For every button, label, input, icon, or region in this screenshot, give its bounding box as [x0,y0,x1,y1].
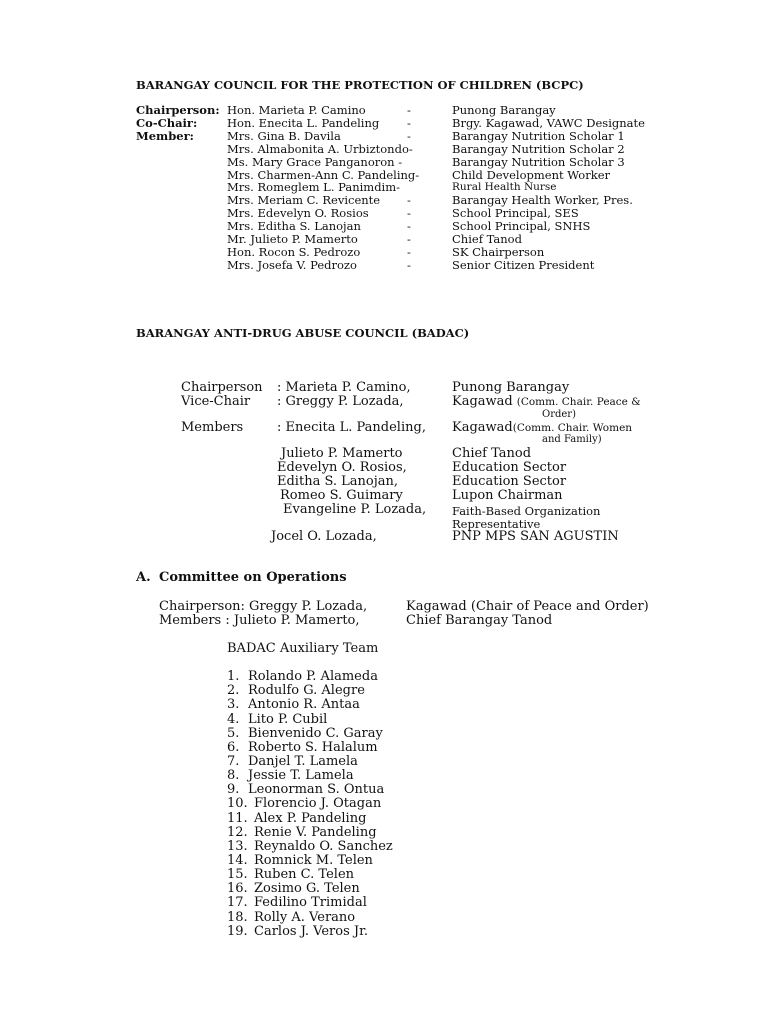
aux-team-member: Roberto S. Halalum [248,739,378,755]
aux-team-number: 3. [227,697,240,713]
bcpc-member-position: Senior Citizen President [452,257,595,272]
badac-member-name: Edevelyn O. Rosios, [277,460,407,475]
bcpc-member-label: Member: [136,129,194,143]
bcpc-member-name: Mrs. Edevelyn O. Rosios [227,206,369,221]
bcpc-member-position: Rural Health Nurse [452,181,557,194]
aux-team-member: Alex P. Pandeling [254,810,367,826]
aux-team-number: 19. [227,923,248,939]
badac-vice-name: : Greggy P. Lozada, [277,394,404,409]
aux-team-number: 4. [227,711,240,727]
operations-chair-position: Kagawad (Chair of Peace and Order) [406,599,649,614]
badac-vice-position: Kagawad (Comm. Chair. Peace & [452,394,641,409]
badac-chair-label: Chairperson [181,380,263,395]
badac-member-name: Julieto P. Mamerto [281,446,403,461]
bcpc-member-name: Mrs. Josefa V. Pedrozo [227,257,357,272]
operations-letter: A. [136,570,151,585]
aux-team-member: Rolly A. Verano [254,909,356,925]
badac-chair-position: Punong Barangay [452,380,570,395]
bcpc-dash: - [407,193,411,208]
operations-chair: Chairperson: Greggy P. Lozada, [159,599,368,614]
bcpc-member-name: Mrs. Charmen-Ann C. Pandeling- [227,167,420,182]
aux-team-member: Lito P. Cubil [248,711,328,727]
bcpc-member-position: School Principal, SES [452,206,579,221]
badac-member-1-note-cont: and Family) [542,434,602,445]
bcpc-member-position: SK Chairperson [452,244,545,259]
badac-member-position: Chief Tanod [452,446,532,461]
bcpc-member-position: Barangay Nutrition Scholar 1 [452,128,625,143]
badac-title: BARANGAY ANTI-DRUG ABUSE COUNCIL (BADAC) [136,326,470,340]
aux-team-member: Florencio J. Otagan [254,796,382,812]
badac-vice-note: (Comm. Chair. Peace & [516,396,641,408]
bcpc-dash: - [407,128,411,143]
badac-member-position: Education Sector [452,474,567,489]
aux-team-member: Fedilino Trimidal [254,895,367,911]
bcpc-dash: - [407,219,411,234]
bcpc-member-name: Hon. Rocon S. Pedrozo [227,244,361,259]
operations-members: Members : Julieto P. Mamerto, [159,613,360,628]
aux-team-number: 17. [227,895,248,911]
aux-team-number: 1. [227,669,240,684]
aux-team-number: 10. [227,796,248,812]
aux-team-member: Danjel T. Lamela [248,753,358,769]
aux-team-number: 18. [227,909,248,925]
bcpc-dash: - [407,115,411,130]
aux-team-member: Rodulfo G. Alegre [248,683,365,699]
bcpc-member-position: Brgy. Kagawad, VAWC Designate [452,115,645,130]
aux-team-number: 16. [227,881,248,897]
operations-members-position: Chief Barangay Tanod [406,613,553,628]
badac-member-1-name: : Enecita L. Pandeling, [277,420,426,435]
badac-members-label: Members [181,420,244,435]
bcpc-member-name: Mrs. Almabonita A. Urbiztondo- [227,141,413,156]
badac-faith-position: Faith-Based Organization [452,504,601,518]
aux-team-number: 7. [227,753,240,769]
badac-member-name: Editha S. Lanojan, [277,474,399,489]
bcpc-member-name: Hon. Enecita L. Pandeling [227,115,380,130]
badac-member-1-note: (Comm. Chair. Women [512,422,633,434]
aux-team-member: Carlos J. Veros Jr. [254,923,369,939]
bcpc-member-position: School Principal, SNHS [452,219,591,234]
bcpc-title: BARANGAY COUNCIL FOR THE PROTECTION OF CHILDREN (BCPC) [136,78,584,92]
badac-faith-position-cont: Representative [452,517,541,531]
aux-team-member: Romnick M. Telen [254,853,373,868]
bcpc-member-position: Child Development Worker [452,167,610,182]
aux-team-number: 15. [227,867,248,883]
aux-team-member: Bienvenido C. Garay [248,725,383,741]
bcpc-chairperson-label: Chairperson: [136,103,220,117]
aux-team-member: Leonorman S. Ontua [248,782,385,798]
badac-chair-name: : Marieta P. Camino, [277,380,411,395]
bcpc-member-name: Mr. Julieto P. Mamerto [227,232,358,246]
bcpc-member-name: Mrs. Gina B. Davila [227,128,341,143]
aux-team-number: 5. [227,725,240,741]
aux-team-number: 11. [227,810,248,826]
bcpc-member-position: Barangay Nutrition Scholar 2 [452,141,625,156]
aux-team-member: Rolando P. Alameda [248,669,378,684]
badac-member-1-position: Kagawad(Comm. Chair. Women [452,420,633,435]
bcpc-dash: - [407,232,411,246]
bcpc-member-name: Mrs. Meriam C. Revicente [227,193,381,208]
aux-team-number: 2. [227,683,240,699]
bcpc-member-position: Punong Barangay [452,103,556,117]
bcpc-member-position: Barangay Health Worker, Pres. [452,193,633,208]
aux-team-number: 8. [227,768,240,783]
badac-vice-note-cont: Order) [542,409,576,420]
aux-team-member: Zosimo G. Telen [254,881,360,897]
aux-team-number: 12. [227,824,248,840]
bcpc-cochair-label: Co-Chair: [136,116,198,130]
aux-team-member: Antonio R. Antaa [248,697,360,713]
aux-team-title: BADAC Auxiliary Team [227,641,379,656]
bcpc-member-position: Chief Tanod [452,232,522,246]
bcpc-member-name: Mrs. Romeglem L. Panimdim- [227,180,401,195]
bcpc-member-name: Hon. Marieta P. Camino [227,103,366,117]
aux-team-number: 9. [227,782,240,798]
badac-member-name: Romeo S. Guimary [280,488,403,503]
aux-team-number: 6. [227,739,240,755]
aux-team-member: Ruben C. Telen [254,867,355,883]
aux-team-member: Reynaldo O. Sanchez [254,838,393,854]
bcpc-member-name: Mrs. Editha S. Lanojan [227,219,361,234]
badac-vice-label: Vice-Chair [181,394,251,409]
aux-team-number: 14. [227,853,248,868]
badac-member-position: Education Sector [452,460,567,475]
bcpc-dash: - [407,257,411,272]
badac-member-position: Lupon Chairman [452,488,563,503]
bcpc-dash: - [407,206,411,221]
aux-team-member: Jessie T. Lamela [248,768,354,783]
bcpc-member-position: Barangay Nutrition Scholar 3 [452,154,625,169]
badac-pnp-name: Jocel O. Lozada, [271,529,377,544]
bcpc-dash: - [407,103,411,117]
aux-team-member: Renie V. Pandeling [254,824,377,840]
bcpc-member-name: Ms. Mary Grace Panganoron - [227,154,403,169]
badac-faith-name: Evangeline P. Lozada, [283,502,427,517]
aux-team-number: 13. [227,838,248,854]
operations-heading: Committee on Operations [159,570,347,585]
bcpc-dash: - [407,244,411,259]
badac-pnp-position: PNP MPS SAN AGUSTIN [452,529,619,544]
